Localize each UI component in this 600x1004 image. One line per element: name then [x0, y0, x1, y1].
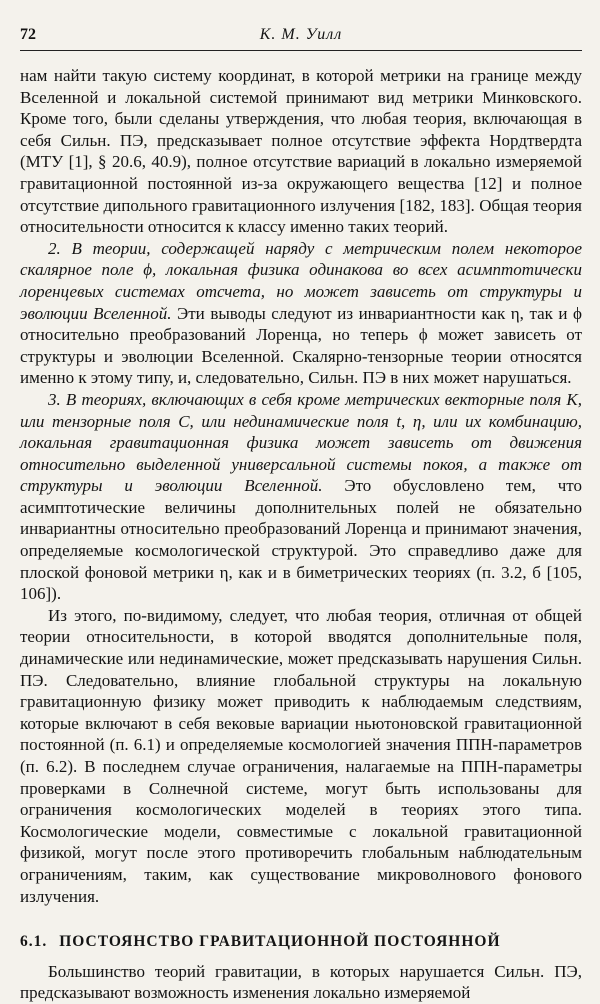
page-number: 72: [20, 26, 36, 43]
paragraph-3: [20, 389, 582, 605]
paragraph-2-italic: 2. В теории, содержащей наряду с метрическим полем некоторое скалярное поле ϕ, локальная физика одинакова во всех асимптотически лоренцевых системах отсчета, но может зависеть от структуры и эволюции Вселенной.: [20, 238, 582, 323]
paragraph-2-text: Эти выводы следуют из инвариантности как η, так и ϕ относительно преобразований Лоренца, но теперь ϕ может зависеть от структуры и эволюции Вселенной. Скалярно-тензорные теории относятся именно к этому типу, и, следовательно, Сильн. ПЭ в них может нарушаться.: [20, 303, 583, 388]
paragraph-3-italic: 3. В теориях, включающих в себя кроме метрических векторные поля K, или тензорные поля C, или нединамические поля t, η, или их комбинацию, локальная гравитационная физика может зависеть от движения относительно выделенной универсальной системы покоя, а также от структуры и эволюции Вселенной.: [20, 389, 582, 496]
section-title: ПОСТОЯНСТВО ГРАВИТАЦИОННОЙ ПОСТОЯННОЙ: [59, 933, 501, 951]
paragraph-3-text: Это обусловлено тем, что асимптотические величины дополнительных полей не обязательно инвариантны относительно преобразований Лоренца и принимают значения, определяемые космологической структурой. Это справедливо даже для плоской фоновой метрики η, как и в биметрических теориях (п. 3.2, б [105, 106]).: [20, 476, 583, 604]
section-number: 6.1.: [20, 933, 48, 951]
paragraph-5: Большинство теорий гравитации, в которых нарушается Сильн. ПЭ, предсказывают возможность изменения локально измеряемой: [20, 961, 582, 1003]
header-rule: [20, 50, 582, 51]
paragraph-1: нам найти такую систему координат, в которой метрики на границе между Вселенной и локальной системой принимают вид метрики Минковского. Кроме того, были сделаны утверждения, что любая теория, включающая в себя Сильн. ПЭ, предсказывает полное отсутствие эффекта Нордтвердта (МТУ [1], § 20.6, 40.9), полное отсутствие вариаций в локально измеряемой гравитационной постоянной из-за окружающего вещества [12] и полное отсутствие дипольного гравитационного излучения [182, 183]. Общая теория относительности относится к классу именно таких теорий.: [20, 66, 582, 237]
paragraph-4: Из этого, по-видимому, следует, что любая теория, отличная от общей теории относительности, в которой вводятся дополнительные поля, динамические или нединамические, может предсказывать нарушения Сильн. ПЭ. Следовательно, влияние глобальной структуры на локальную гравитационную физику может приводить к наблюдаемым следствиям, которые включают в себя вековые вариации ньютоновской гравитационной постоянной (п. 6.1) и определяемые космологией значения ППН-параметров (п. 6.2). В последнем случае ограничения, налагаемые на ППН-параметры проверками в Солнечной системе, могут быть использованы для ограничения космологических моделей в теориях этого типа. Космологические модели, совместимые с локальной гравитационной физикой, могут после этого противоречить глобальным наблюдательным ограничениям, таким, как существование микроволнового фонового излучения.: [20, 605, 582, 906]
section-heading: [20, 931, 582, 953]
running-head: К. М. Уилл: [259, 26, 343, 43]
page-header: [20, 26, 582, 48]
body-text: [20, 65, 582, 1004]
paragraph-2: [20, 238, 582, 389]
